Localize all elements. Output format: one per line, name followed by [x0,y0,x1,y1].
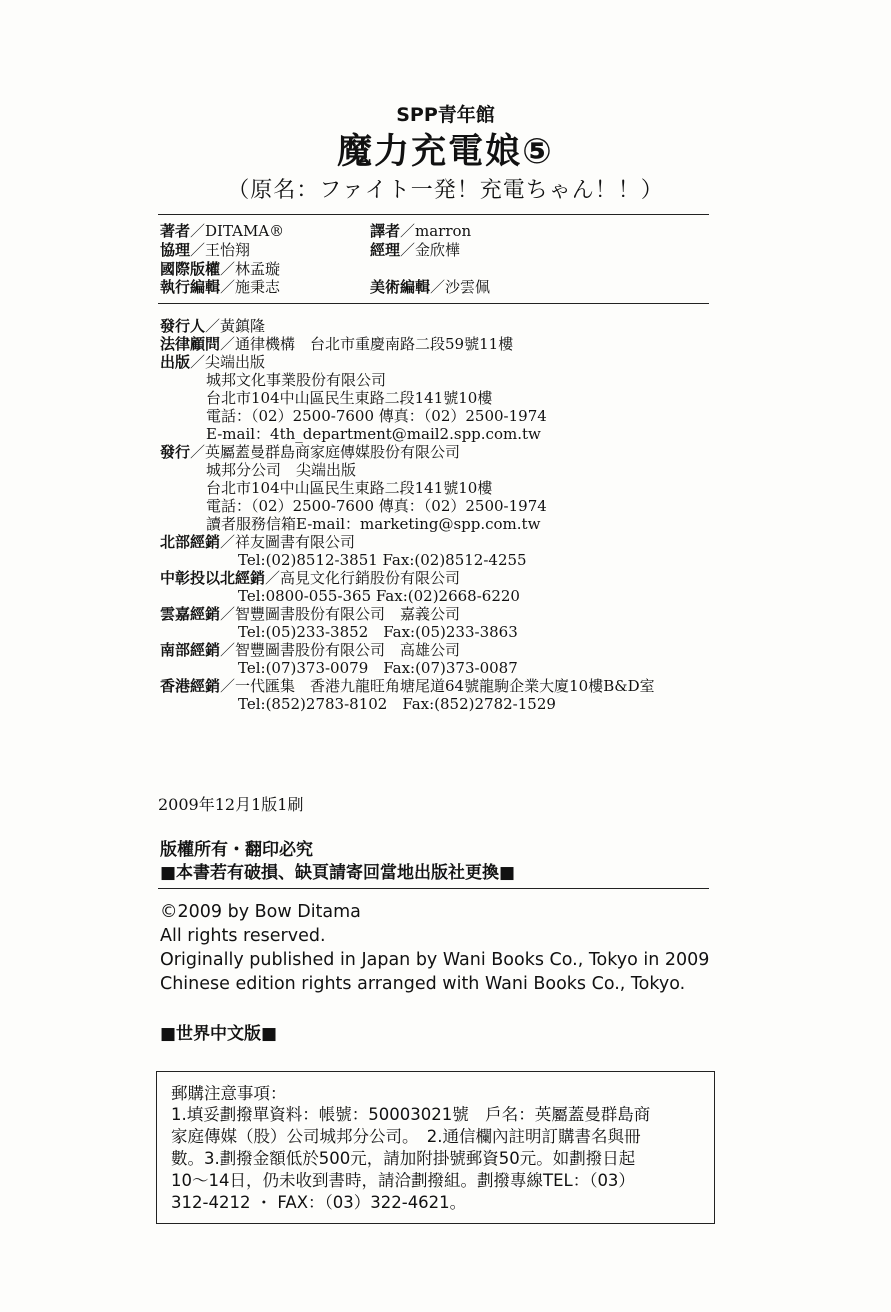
distributor-contact: Tel:(07)373-0079 Fax:(07)373-0087 [238,659,518,677]
imprint-detail: E-mail：4th_department@mail2.spp.com.tw [206,425,541,443]
divider-credits [158,303,709,304]
divider-rights [158,888,709,889]
info-value: ／尖端出版 [190,353,266,371]
credit-assistant-manager [160,241,250,259]
credit-value: ／沙雲佩 [430,278,491,296]
credit-label: 國際版權 [160,260,221,278]
credit-label: 美術編輯 [370,278,431,296]
credit-value: ／施秉志 [220,278,281,296]
rights-reserved: 版權所有・翻印必究 [160,840,313,860]
imprint-line [160,353,265,371]
info-label: 法律顧問 [160,335,221,353]
info-value: ／黃鎮隆 [205,317,266,335]
credit-label: 著者 [160,222,191,240]
info-label: 香港經銷 [160,677,221,695]
notice-line: 數。3.劃撥金額低於500元，請加附掛號郵資50元。如劃撥日起 [171,1149,636,1168]
info-label: 雲嘉經銷 [160,605,221,623]
credit-value: ／王怡翔 [190,241,251,259]
credit-exec-editor [160,278,280,296]
divider-top [158,214,709,215]
info-value: ／祥友圖書有限公司 [220,533,356,551]
distributor-hk [160,677,655,695]
copyright-line: Chinese edition rights arranged with Wani Books Co., Tokyo. [160,974,686,994]
distributor-south [160,641,460,659]
info-label: 發行人 [160,317,206,335]
credit-label: 經理 [370,241,401,259]
distributor-yunjia [160,605,460,623]
replacement-notice: ■本書若有破損、缺頁請寄回當地出版社更換■ [160,863,516,883]
publisher-line [160,317,265,335]
credit-author [160,222,284,240]
copyright-line: ©2009 by Bow Ditama [160,902,361,922]
imprint-detail: 電話：（02）2500-7600 傳真：（02）2500-1974 [206,407,547,425]
distributor-contact: Tel:0800-055-365 Fax:(02)2668-6220 [238,587,520,605]
info-label: 北部經銷 [160,533,221,551]
info-label: 南部經銷 [160,641,221,659]
credit-art-editor [370,278,490,296]
credit-manager [370,241,460,259]
credit-value: ／DITAMA® [190,222,285,240]
info-value: ／通律機構 台北市重慶南路二段59號11樓 [220,335,514,353]
issuer-detail: 讀者服務信箱E-mail：marketing@spp.com.tw [206,515,541,533]
copyright-line: Originally published in Japan by Wani Books Co., Tokyo in 2009 [160,950,710,970]
info-value: ／智豐圖書股份有限公司 高雄公司 [220,641,461,659]
info-value: ／英屬蓋曼群島商家庭傳媒股份有限公司 [190,443,461,461]
info-label: 發行 [160,443,191,461]
credit-translator [370,222,471,240]
legal-line [160,335,513,353]
distributor-contact: Tel:(02)8512-3851 Fax:(02)8512-4255 [238,551,527,569]
credit-label: 譯者 [370,222,401,240]
issuer-detail: 電話：（02）2500-7600 傳真：（02）2500-1974 [206,497,547,515]
distributor-contact: Tel:(05)233-3852 Fax:(05)233-3863 [238,623,518,641]
notice-line: 1.填妥劃撥單資料：帳號：50003021號 戶名：英屬蓋曼群島商 [171,1105,651,1124]
notice-heading: 郵購注意事項： [171,1084,287,1103]
distributor-central [160,569,460,587]
distributor-contact: Tel:(852)2783-8102 Fax:(852)2782-1529 [238,695,556,713]
edition-date: 2009年12月1版1刷 [158,795,304,814]
info-value: ／高見文化行銷股份有限公司 [265,569,461,587]
info-value: ／智豐圖書股份有限公司 嘉義公司 [220,605,461,623]
series-name: SPP青年館 [396,104,495,126]
issuer-detail: 台北市104中山區民生東路二段141號10樓 [206,479,493,497]
credit-value: ／金欣樺 [400,241,461,259]
world-edition-label: ■世界中文版■ [160,1024,278,1044]
distributor-north [160,533,355,551]
info-value: ／一代匯集 香港九龍旺角塘尾道64號龍駒企業大廈10樓B&D室 [220,677,655,695]
notice-line: 312-4212 ・ FAX：（03）322-4621。 [171,1193,467,1212]
imprint-detail: 城邦文化事業股份有限公司 [206,371,387,389]
credit-intl-rights [160,260,280,278]
credit-value: ／marron [400,222,472,240]
original-title: （原名：ファイト一発！充電ちゃん！！） [227,178,664,203]
imprint-detail: 台北市104中山區民生東路二段141號10樓 [206,389,493,407]
notice-line: 10～14日，仍未收到書時，請洽劃撥組。劃撥專線TEL：（03） [171,1171,635,1190]
info-label: 中彰投以北經銷 [160,569,266,587]
credit-label: 執行編輯 [160,278,221,296]
issuer-line [160,443,460,461]
book-title: 魔力充電娘⑤ [337,132,554,172]
issuer-detail: 城邦分公司 尖端出版 [206,461,357,479]
info-label: 出版 [160,353,191,371]
credit-value: ／林孟璇 [220,260,281,278]
copyright-line: All rights reserved. [160,926,326,946]
notice-line: 家庭傳媒（股）公司城邦分公司。 2.通信欄內註明訂購書名與冊 [171,1127,641,1146]
credit-label: 協理 [160,241,191,259]
mail-order-notice [156,1071,715,1224]
